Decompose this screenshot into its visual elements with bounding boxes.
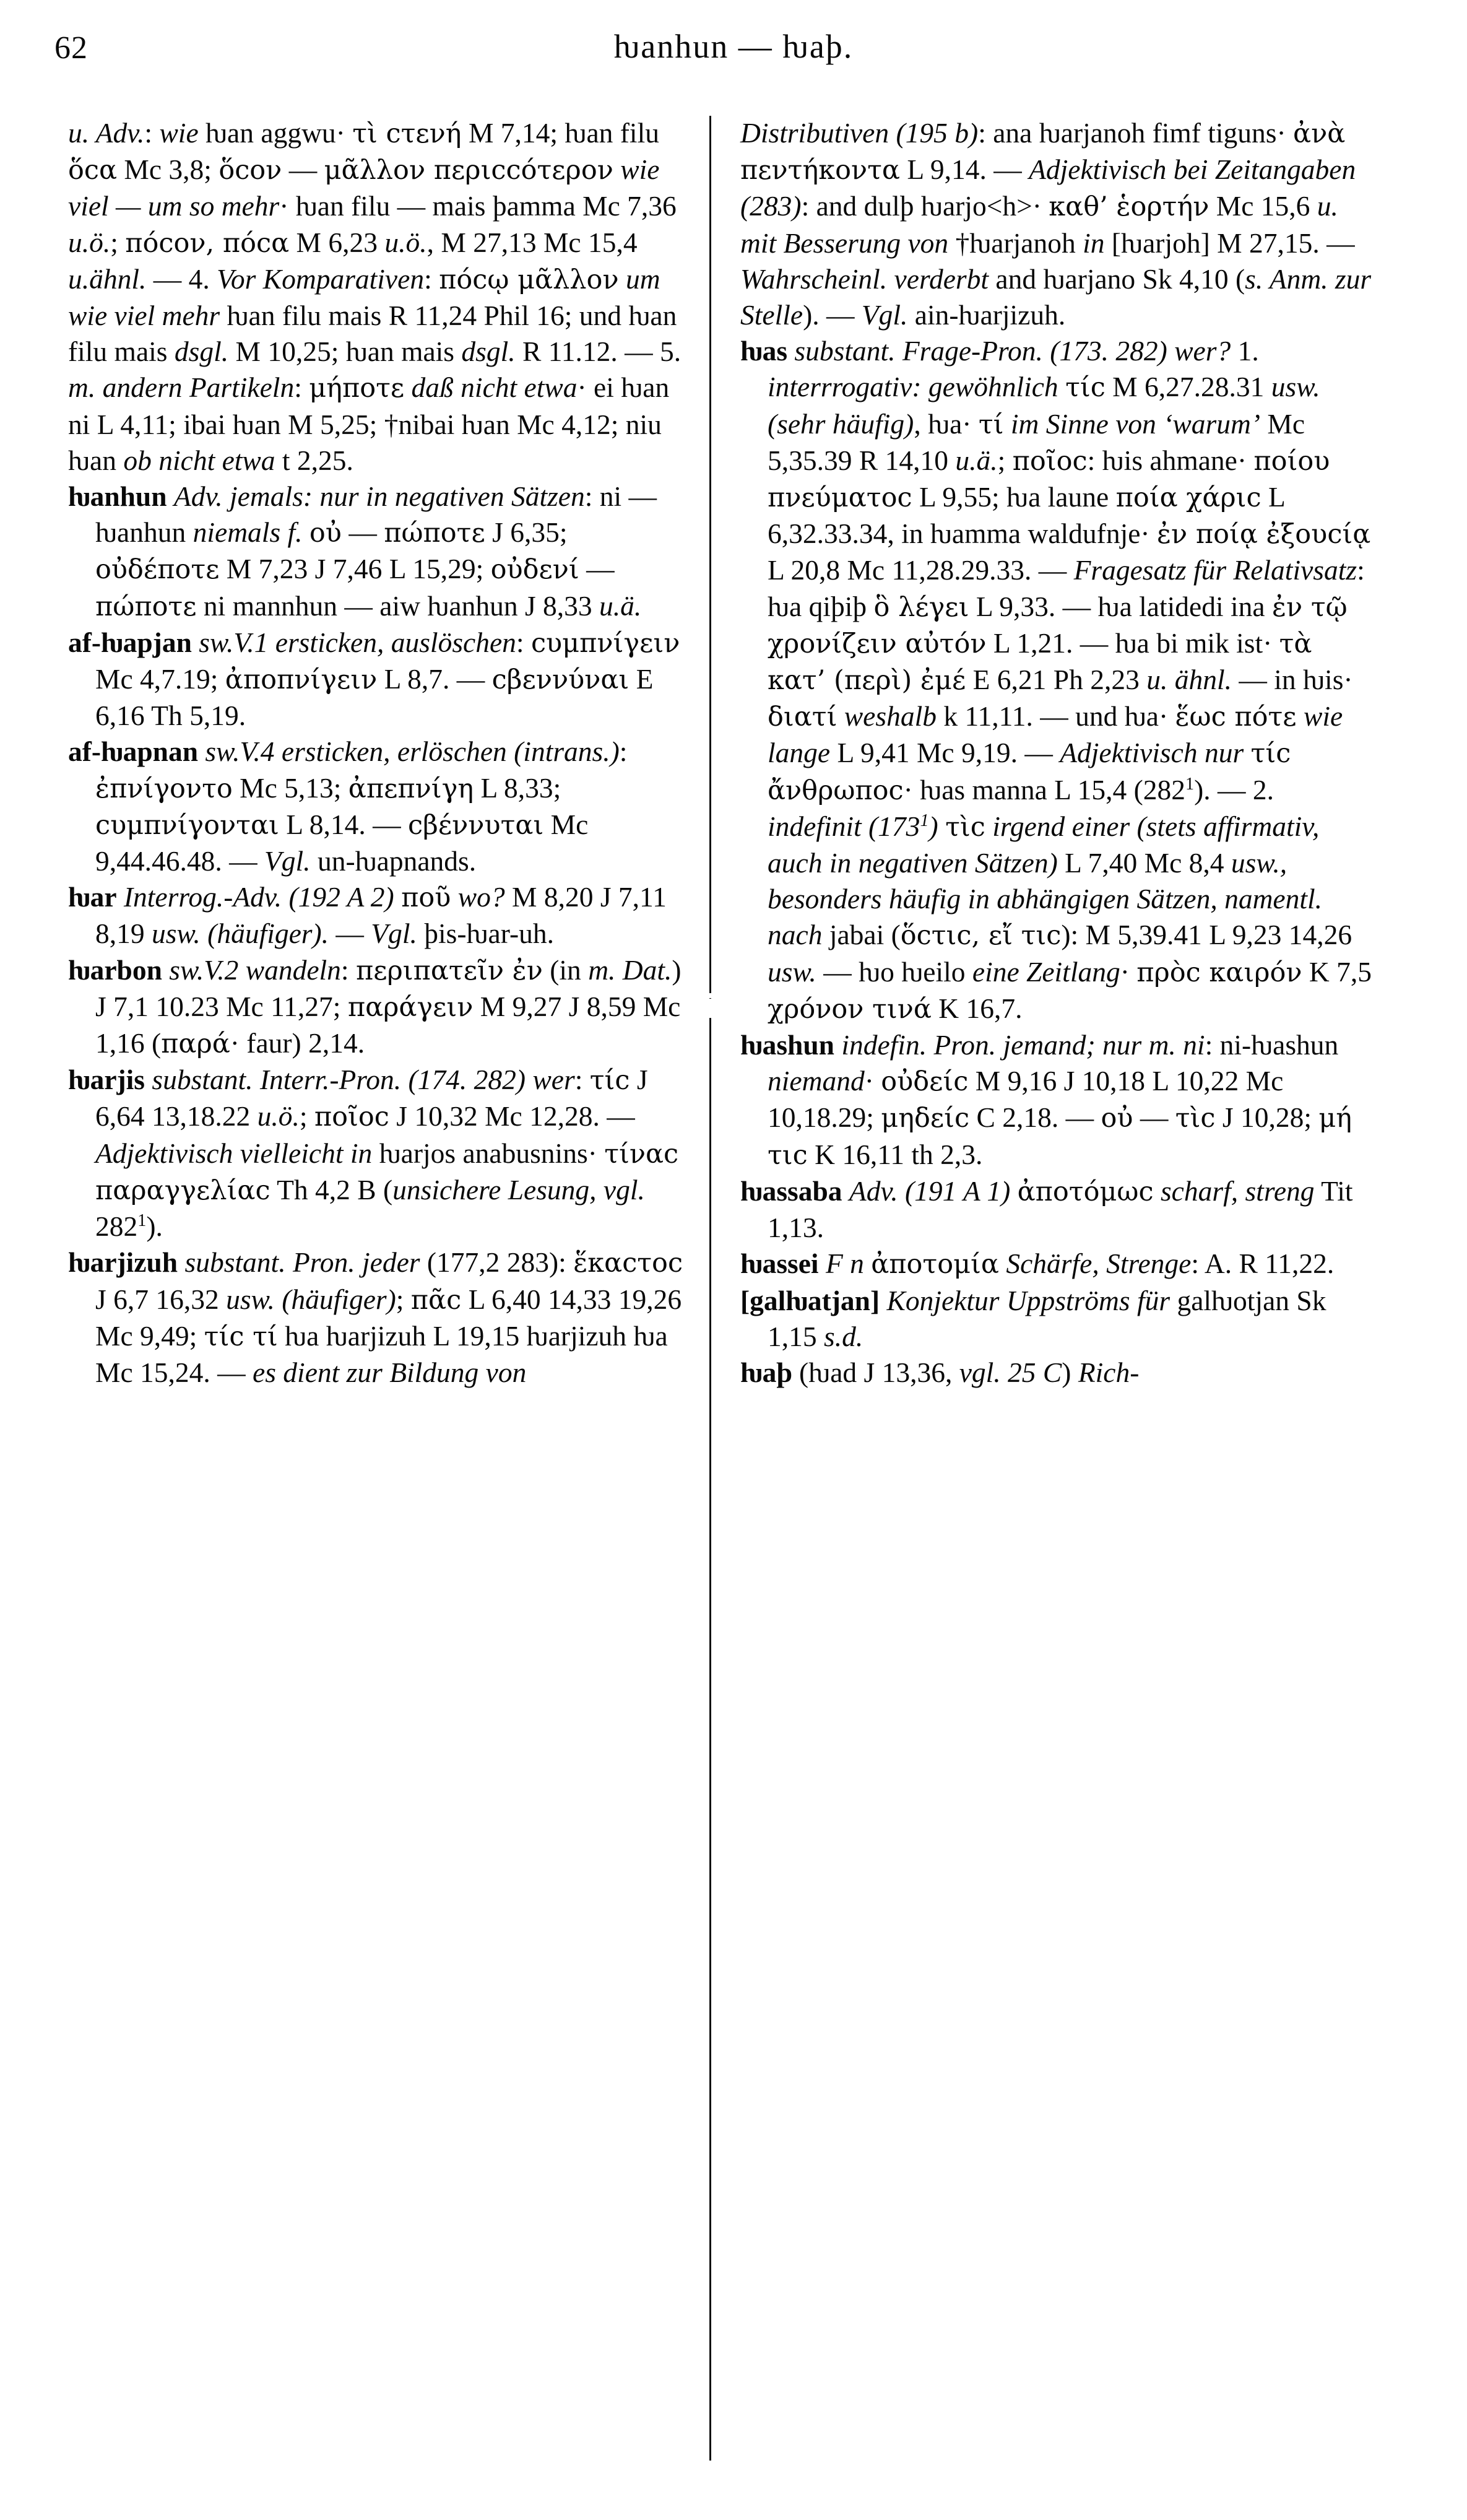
entry-headword: af-ƕapnan <box>68 736 199 768</box>
entry-body: Konjektur Uppströms für galƕotjan Sk 1,15 s.d. <box>768 1284 1326 1352</box>
entry-body: u. Adv.: wie ƕan aggwu· τὶ cτενή M 7,14; ƕan filu ὅcα Mc 3,8; ὅcον — μᾶλλον περιccότερον wie viel — um so mehr· ƕan filu — mais þamma Mc 7,36 u.ö.; πόcον, πόcα M 6,23 u.ö., M 27,13 Mc 15,4 u.ähnl. — 4. Vor Komparativen: πόcῳ μᾶλλον um wie viel mehr ƕan filu mais R 11,24 Phil 16; und ƕan filu mais dsgl. M 10,25; ƕan mais dsgl. R 11.12. — 5. m. andern Partikeln: μήποτε daß nicht etwa· ei ƕan ni L 4,11; ibai ƕan M 5,25; †nibai ƕan Mc 4,12; niu ƕan ob nicht etwa t 2,25. <box>68 117 682 476</box>
entry-body: sw.V.1 ersticken, auslöschen: cυμπνίγειν Mc 4,7.19; ἀποπνίγειν L 8,7. — cβεννύναι E 6,16 Th 5,19. <box>95 626 680 732</box>
dictionary-entry <box>68 879 693 952</box>
entry-headword: af-ƕapjan <box>68 626 192 658</box>
entry-headword: ƕarjizuh <box>68 1246 178 1279</box>
column-divider-rule-upper <box>709 116 711 999</box>
entry-headword: ƕassaba <box>740 1175 842 1207</box>
page-number: 62 <box>54 30 88 66</box>
dictionary-entry <box>68 1245 693 1391</box>
column-divider-rule-lower <box>709 1018 711 2461</box>
dictionary-entry <box>68 1062 693 1245</box>
entry-headword: ƕashun <box>740 1029 834 1061</box>
dictionary-entry <box>68 734 693 879</box>
column-container <box>0 115 1467 2493</box>
entry-body: Interrog.-Adv. (192 A 2) ποῦ wo? M 8,20 J 7,11 8,19 usw. (häufiger). — Vgl. þis-ƕar-uh. <box>95 881 667 950</box>
entry-body: indefin. Pron. jemand; nur m. ni: ni-ƕashun niemand· οὐδείc M 9,16 J 10,18 L 10,22 Mc 10,18.29; μηδείc C 2,18. — οὐ — τὶc J 10,28; μή τιc K 16,11 th 2,3. <box>768 1029 1352 1171</box>
dictionary-entry <box>740 1283 1373 1355</box>
entry-body: sw.V.4 ersticken, erlöschen (intrans.): ἐπνίγοντο Mc 5,13; ἀπεπνίγη L 8,33; cυμπνίγονται L 8,14. — cβέννυται Mc 9,44.46.48. — Vgl. un-ƕapnands. <box>95 736 628 877</box>
entry-continuation <box>740 115 1373 333</box>
entry-body: substant. Interr.-Pron. (174. 282) wer: τίc J 6,64 13,18.22 u.ö.; ποῖοc J 10,32 Mc 12,28. — Adjektivisch vielleicht in ƕarjos anabusnins· τίναc παραγγελίαc Th 4,2 B (unsichere Lesung, vgl. $282^1$). <box>95 1064 679 1243</box>
dictionary-entry <box>740 333 1373 1027</box>
right-column <box>740 115 1373 1391</box>
dictionary-entry <box>68 479 693 625</box>
entry-body: sw.V.2 wandeln: περιπατεῖν ἐν (in m. Dat.) J 7,1 10.23 Mc 11,27; παράγειν M 9,27 J 8,59 Mc 1,16 (παρά· faur) 2,14. <box>95 954 682 1060</box>
entry-headword: ƕassei <box>740 1248 819 1280</box>
dictionary-entry <box>740 1173 1373 1246</box>
dictionary-entry <box>740 1355 1373 1391</box>
entry-body: (ƕad J 13,36, vgl. 25 C) Rich- <box>799 1356 1140 1388</box>
entry-body: substant. Frage-Pron. (173. 282) wer? 1. interrrogativ: gewöhnlich τίc M 6,27.28.31 usw. (sehr häufig), ƕa· τί im Sinne von ‘warum’ Mc 5,35.39 R 14,10 u.ä.; ποῖοc: ƕis ahmane· ποίου πνεύματοc L 9,55; ƕa laune ποία χάριc L 6,32.33.34, in ƕamma waldufnje· ἐν ποίᾳ ἐξουcίᾳ L 20,8 Mc 11,28.29.33. — Fragesatz für Relativsatz: ƕa qiþiþ ὃ λέγει L 9,33. — ƕa latidedi ina ἐν τῷ χρονίζειν αὐτόν L 1,21. — ƕa bi mik ist· τὰ κατ’ (περὶ) ἐμέ E 6,21 Ph 2,23 u. ähnl. — in ƕis· διατί weshalb k 11,11. — und ƕa· ἕωc πότε wie lange L 9,41 Mc 9,19. — Adjektivisch nur τίc ἄνθρωποc· ƕas manna L 15,4 $(282^1)$. — 2. indefinit $(173^1)$ τὶc irgend einer (stets affirmativ, auch in negativen Sätzen) L 7,40 Mc 8,4 usw., besonders häufig in abhängigen Sätzen, namentl. nach jabai (ὅcτιc, εἴ τιc): M 5,39.41 L 9,23 14,26 usw. — ƕo ƕeilo eine Zeitlang· πρὸc καιρόν K 7,5 χρόνον τινά K 16,7. <box>768 335 1372 1025</box>
entry-body: F n ἀποτομία Schärfe, Strenge: A. R 11,22. <box>825 1248 1335 1280</box>
entry-headword: ƕarjis <box>68 1064 145 1096</box>
entry-headword: ƕas <box>740 335 788 367</box>
dictionary-entry <box>740 1027 1373 1173</box>
entry-body: Adv. jemals: nur in negativen Sätzen: ni — ƕanhun niemals f. οὐ — πώποτε J 6,35; οὐδέποτε M 7,23 J 7,46 L 15,29; οὐδενί — πώποτε ni mannhun — aiw ƕanhun J 8,33 u.ä. <box>95 480 657 622</box>
entry-body: substant. Pron. jeder (177,2 283): ἕκαcτοc J 6,7 16,32 usw. (häufiger); πᾶc L 6,40 14,33 19,26 Mc 9,49; τίc τί ƕa ƕarjizuh L 19,15 ƕarjizuh ƕa Mc 15,24. — es dient zur Bildung von <box>95 1246 683 1388</box>
dictionary-entry <box>68 952 693 1062</box>
dictionary-entry <box>68 625 693 734</box>
running-head <box>0 25 1467 80</box>
entry-body: Adv. (191 A 1) ἀποτόμωc scharf, streng Tit 1,13. <box>768 1175 1353 1244</box>
entry-headword: ƕanhun <box>68 480 167 513</box>
entry-body: Distributiven (195 b): ana ƕarjanoh fimf tiguns· ἀνὰ πεντήκοντα L 9,14. — Adjektivisch bei Zeitangaben (283): and dulþ ƕarjo<h>· καθ’ ἑορτήν Mc 15,6 u. mit Besserung von †ƕarjanoh in [ƕarjoh] M 27,15. — Wahrscheinl. verderbt and ƕarjano Sk 4,10 (s. Anm. zur Stelle). — Vgl. ain-ƕarjizuh. <box>740 117 1372 331</box>
column-divider-break <box>699 993 724 998</box>
left-column <box>68 115 693 1391</box>
entry-headword: ƕar <box>68 881 117 913</box>
entry-headword: ƕaþ <box>740 1356 792 1388</box>
entry-continuation <box>68 115 693 479</box>
entry-headword: [galƕatjan] <box>740 1284 880 1316</box>
running-head-title: ƕanhun — ƕaþ. <box>613 28 854 65</box>
dictionary-entry <box>740 1246 1373 1282</box>
entry-headword: ƕarbon <box>68 954 162 986</box>
